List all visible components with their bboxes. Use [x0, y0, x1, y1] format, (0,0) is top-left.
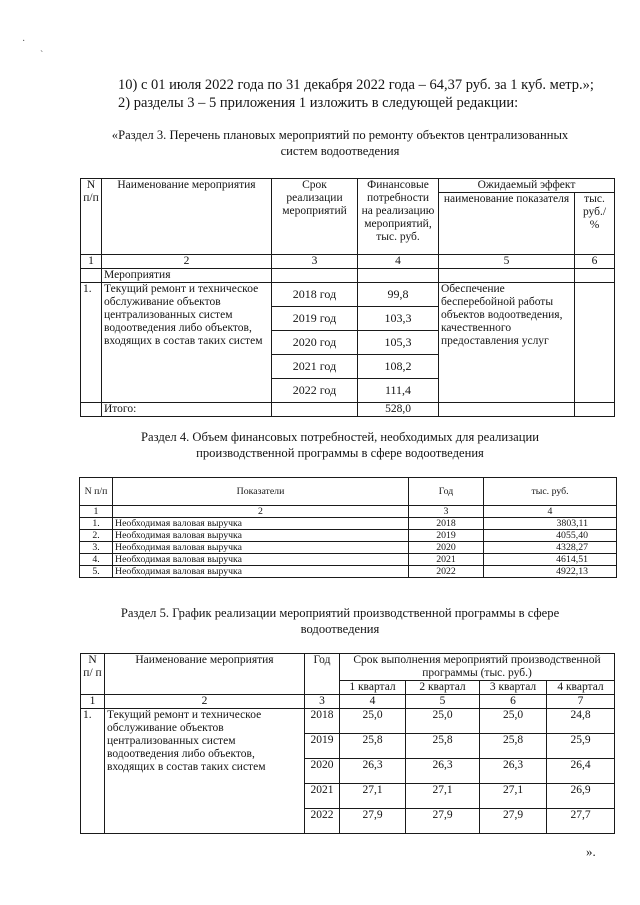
section5-title	[60, 605, 620, 637]
section3-title-line2: систем водоотведения	[280, 144, 400, 158]
group-label: Мероприятия	[102, 269, 272, 283]
row-amount: 3803,11	[484, 518, 617, 530]
row-number: 3.	[80, 542, 113, 554]
year-cell: 2020	[305, 759, 340, 784]
section5-title-line2: водоотведения	[300, 622, 380, 636]
year-cell: 2019 год	[272, 307, 357, 331]
header-unit: тыс. руб./ %	[575, 193, 615, 255]
intro-line-1: 10) с 01 июля 2022 года по 31 декабря 2022 года – 64,37 руб. за 1 куб. метр.»;	[118, 77, 594, 93]
year-cell: 2020 год	[272, 331, 357, 355]
row-name: Необходимая валовая выручка	[113, 554, 409, 566]
row-number: 4.	[80, 554, 113, 566]
row-amount: 4922,13	[484, 566, 617, 578]
row-name: Необходимая валовая выручка	[113, 542, 409, 554]
row-number: 1.	[80, 518, 113, 530]
quarter-value: 27,1	[340, 784, 406, 809]
quarter-value: 27,9	[340, 809, 406, 834]
header-term: Срок реализации мероприятий	[272, 179, 358, 255]
col-number: 7	[547, 695, 615, 709]
row-name: Необходимая валовая выручка	[113, 566, 409, 578]
year-cell: 2021	[305, 784, 340, 809]
quarter-value: 26,3	[406, 759, 480, 784]
quarter-value: 25,0	[406, 709, 480, 734]
row-number: 5.	[80, 566, 113, 578]
year-cell: 2018 год	[272, 283, 357, 307]
col-number: 2	[113, 506, 409, 518]
term-years	[272, 283, 358, 403]
amount-cell: 105,3	[358, 331, 438, 355]
row-year: 2020	[409, 542, 484, 554]
quarter-value: 25,9	[547, 734, 615, 759]
expected-effect: Обеспечение бесперебойной работы объектов водоотведения, качественного предоставления услуг	[439, 283, 575, 403]
header-q2: 2 квартал	[406, 681, 480, 695]
row-number: 1.	[81, 709, 105, 834]
quarter-value: 25,8	[340, 734, 406, 759]
row-year: 2019	[409, 530, 484, 542]
row-number: 2.	[80, 530, 113, 542]
col-number: 6	[575, 255, 615, 269]
header-effect: Ожидаемый эффект	[439, 179, 615, 193]
measure-name: Текущий ремонт и техническое обслуживание объектов централизованных систем водоотведения либо объектов, входящих в состав таких систем	[105, 709, 305, 834]
intro-paragraph	[118, 76, 618, 112]
quarter-value: 27,9	[406, 809, 480, 834]
section3-table	[80, 178, 615, 417]
table-row	[80, 566, 617, 578]
header-year: Год	[409, 478, 484, 506]
header-indicator: наименование показателя	[439, 193, 575, 255]
header-n: N п/п	[81, 179, 102, 255]
table-row	[80, 554, 617, 566]
quarter-value: 26,4	[547, 759, 615, 784]
quarter-value: 25,0	[340, 709, 406, 734]
header-q4: 4 квартал	[547, 681, 615, 695]
year-cell: 2022	[305, 809, 340, 834]
col-number: 4	[484, 506, 617, 518]
col-number: 2	[105, 695, 305, 709]
measure-name: Текущий ремонт и техническое обслуживание объектов централизованных систем водоотведения либо объектов, входящих в состав таких систем	[102, 283, 272, 403]
section4-title-line2: производственной программы в сфере водоотведения	[196, 446, 484, 460]
table-row	[80, 518, 617, 530]
section3-title	[60, 127, 620, 159]
row-amount: 4055,40	[484, 530, 617, 542]
col-number: 3	[305, 695, 340, 709]
quarter-value: 24,8	[547, 709, 615, 734]
col-number: 1	[81, 255, 102, 269]
finance-amounts	[358, 283, 439, 403]
row-year: 2022	[409, 566, 484, 578]
col-number: 3	[409, 506, 484, 518]
table-row	[80, 542, 617, 554]
year-cell: 2019	[305, 734, 340, 759]
row-number: 1.	[81, 283, 102, 403]
header-year: Год	[305, 654, 340, 695]
col-number: 3	[272, 255, 358, 269]
quarter-value: 25,8	[406, 734, 480, 759]
header-n: N п/п	[80, 478, 113, 506]
col-number: 4	[358, 255, 439, 269]
header-name: Наименование мероприятия	[102, 179, 272, 255]
header-term: Срок выполнения мероприятий производственной программы (тыс. руб.)	[340, 654, 615, 681]
scan-mark: ·	[22, 36, 26, 47]
col-number: 5	[406, 695, 480, 709]
quarter-value: 27,1	[406, 784, 480, 809]
section5-table	[80, 653, 615, 834]
header-amount: тыс. руб.	[484, 478, 617, 506]
section4-table	[79, 477, 617, 578]
header-indicators: Показатели	[113, 478, 409, 506]
col-number: 1	[80, 506, 113, 518]
quarter-value: 25,8	[480, 734, 547, 759]
section3-title-line1: «Раздел 3. Перечень плановых мероприятий по ремонту объектов централизованных	[111, 128, 569, 142]
amount-cell: 108,2	[358, 355, 438, 379]
row-year: 2018	[409, 518, 484, 530]
year-cell: 2022 год	[292, 383, 337, 397]
closing-quote: ».	[586, 844, 596, 859]
row-name: Необходимая валовая выручка	[113, 530, 409, 542]
amount-cell: 111,4	[384, 383, 412, 397]
quarter-value: 26,3	[340, 759, 406, 784]
row-name: Необходимая валовая выручка	[113, 518, 409, 530]
header-name: Наименование мероприятия	[105, 654, 305, 695]
header-n: N п/ п	[81, 654, 105, 695]
intro-line-2: 2) разделы 3 – 5 приложения 1 изложить в следующей редакции:	[118, 95, 519, 111]
amount-cell: 99,8	[358, 283, 438, 307]
quarter-value: 26,9	[547, 784, 615, 809]
row-amount: 4614,51	[484, 554, 617, 566]
quarter-value: 27,1	[480, 784, 547, 809]
quarter-value: 26,3	[480, 759, 547, 784]
total-value: 528,0	[358, 403, 439, 417]
total-label: Итого:	[102, 403, 272, 417]
col-number: 1	[81, 695, 105, 709]
year-cell: 2018	[305, 709, 340, 734]
scan-mark: `	[40, 50, 44, 61]
section4-title	[60, 429, 620, 461]
amount-cell: 103,3	[358, 307, 438, 331]
table-row	[80, 530, 617, 542]
row-year: 2021	[409, 554, 484, 566]
col-number: 2	[102, 255, 272, 269]
quarter-value: 25,0	[480, 709, 547, 734]
header-q1: 1 квартал	[340, 681, 406, 695]
year-cell: 2021 год	[272, 355, 357, 379]
col-number: 5	[439, 255, 575, 269]
header-q3: 3 квартал	[480, 681, 547, 695]
row-amount: 4328,27	[484, 542, 617, 554]
quarter-value: 27,7	[547, 809, 615, 834]
quarter-value: 27,9	[480, 809, 547, 834]
header-finance: Финансовые потребности на реализацию мероприятий, тыс. руб.	[358, 179, 439, 255]
section4-title-line1: Раздел 4. Объем финансовых потребностей, необходимых для реализации	[141, 430, 539, 444]
col-number: 4	[340, 695, 406, 709]
col-number: 6	[480, 695, 547, 709]
section5-title-line1: Раздел 5. График реализации мероприятий производственной программы в сфере	[120, 606, 560, 620]
